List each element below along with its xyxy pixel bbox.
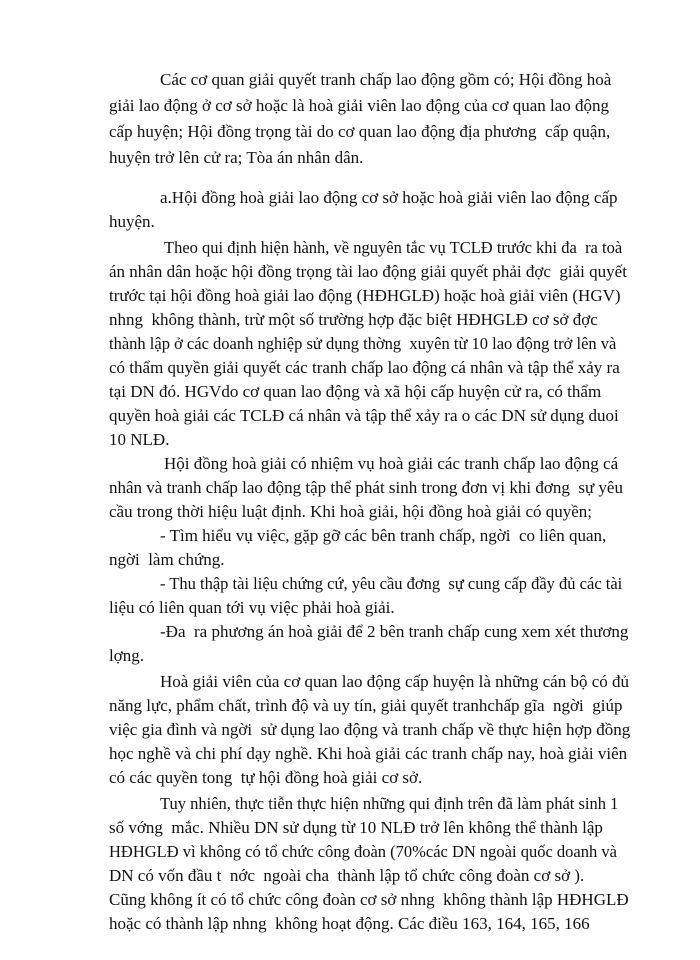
text-line: cầu trong thời hiệu luật định. Khi hoà giải, hội đồng hoà giải có quyền; [109, 502, 593, 521]
text-line: HĐHGLĐ vì không có tổ chức công đoàn (70%các DN ngoài quốc doanh và [109, 842, 617, 861]
text-line: Các cơ quan giải quyết tranh chấp lao động gồm có; Hội đồng hoà [160, 70, 612, 89]
text-line: việc gia đình và ngời sử dụng lao động và tranh chấp về thực hiện hợp đồng [109, 720, 631, 739]
text-line: án nhân dân hoặc hội đồng trọng tài lao động giải quyết phải đợc giải quyết [109, 262, 627, 281]
list-item: - Tìm hiểu vụ việc, gặp gỡ các bên tranh chấp, ngời co liên quan, [160, 526, 607, 545]
text-line: Cũng không ít có tổ chức công đoàn cơ sở nhng không thành lập HĐHGLĐ [109, 890, 629, 909]
text-line: nhân và tranh chấp lao động tập thể phát sinh trong đơn vị khi đơng sự yêu [109, 478, 623, 497]
text-line: giải lao động ở cơ sở hoặc là hoà giải viên lao động của cơ quan lao động [109, 96, 610, 115]
text-line: tại DN đó. HGVdo cơ quan lao động và xã hội cấp huyện cử ra, có thẩm [109, 382, 602, 401]
text-line: năng lực, phẩm chất, trình độ và uy tín, giải quyết tranhchấp gĩa ngời giúp [109, 696, 623, 715]
text-line: trước tại hội đồng hoà giải lao động (HĐHGLĐ) hoặc hoà giải viên (HGV) [109, 286, 621, 305]
list-item: liệu có liên quan tới vụ việc phải hoà giải. [109, 598, 395, 617]
text-line: huyện trở lên cử ra; Tòa án nhân dân. [109, 148, 364, 167]
section-heading: a.Hội đồng hoà giải lao động cơ sở hoặc hoà giải viên lao động cấp [160, 188, 618, 207]
section-heading: huyện. [109, 212, 155, 231]
text-line: học nghề và chi phí dạy nghề. Khi hoà giải các tranh chấp nay, hoà giải viên [109, 744, 628, 763]
list-item: ngời làm chứng. [109, 550, 225, 569]
list-item: - Thu thập tài liệu chứng cứ, yêu cầu đơng sự cung cấp đầy đủ các tài [160, 574, 623, 593]
text-line: có các quyền tong tự hội đồng hoà giải cơ sở. [109, 768, 423, 787]
text-line: quyền hoà giải các TCLĐ cá nhân và tập thể xảy ra o các DN sử dụng duoi [109, 406, 619, 425]
text-line: DN có vốn đầu t nớc ngoài cha thành lập tổ chức công đoàn cơ sở ). [109, 866, 585, 885]
text-line: Hoà giải viên của cơ quan lao động cấp huyện là những cán bộ có đủ [160, 672, 630, 691]
text-line: thành lập ở các doanh nghiệp sử dụng thờng xuyên từ 10 lao động trở lên và [109, 334, 617, 353]
text-line: có thẩm quyền giải quyết các tranh chấp lao động cá nhân và tập thể xảy ra [109, 358, 620, 377]
text-line: Hội đồng hoà giải có nhiệm vụ hoà giải các tranh chấp lao động cá [164, 454, 619, 473]
text-line: Tuy nhiên, thực tiễn thực hiện những qui định trên đã làm phát sinh 1 [160, 794, 619, 813]
text-line: số vớng mắc. Nhiều DN sử dụng từ 10 NLĐ trở lên không thể thành lập [109, 818, 603, 837]
text-line: 10 NLĐ. [109, 430, 170, 449]
text-line: Theo qui định hiện hành, về nguyên tắc vụ TCLĐ trước khi đa ra toà [164, 238, 623, 257]
text-line: nhng không thành, trừ một số trường hợp đặc biệt HĐHGLĐ cơ sở đợc [109, 310, 598, 329]
text-line: cấp huyện; Hội đồng trọng tài do cơ quan lao động địa phương cấp quận, [109, 122, 611, 141]
list-item: lợng. [109, 646, 144, 665]
list-item: -Đa ra phương án hoà giải để 2 bên tranh chấp cung xem xét thương [160, 622, 629, 641]
text-line: hoặc có thành lập nhng không hoạt động. Các điều 163, 164, 165, 166 [109, 914, 590, 933]
